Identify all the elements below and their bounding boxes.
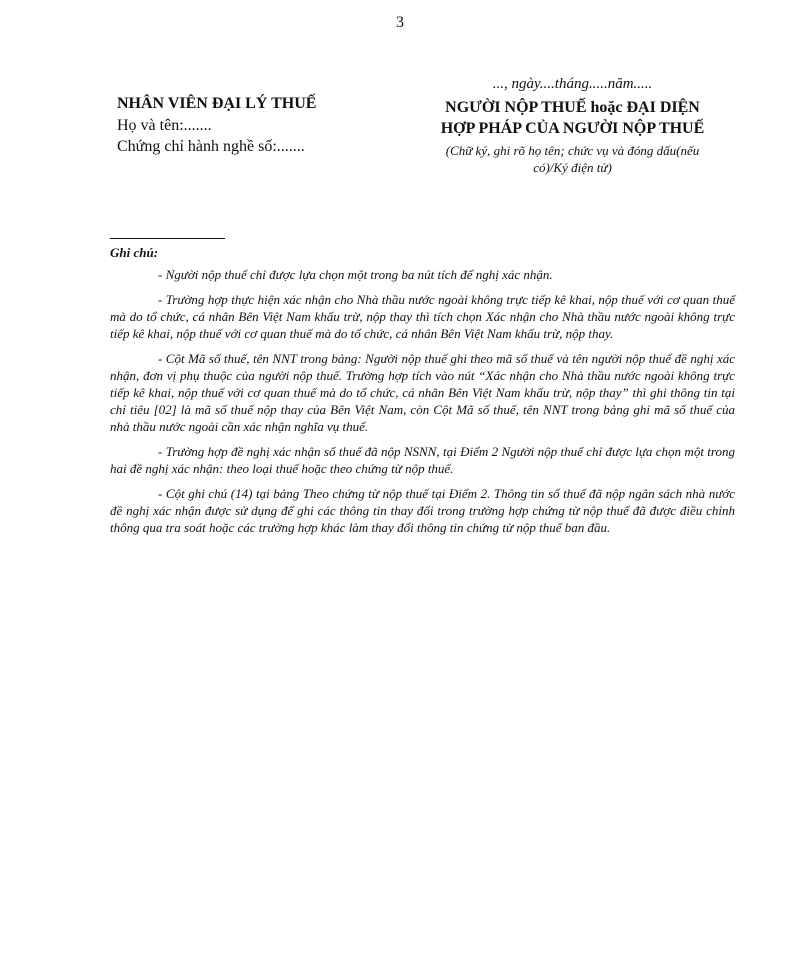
- notes-title: Ghi chú:: [110, 245, 159, 260]
- taxpayer-title-line-2: HỢP PHÁP CỦA NGƯỜI NỘP THUẾ: [440, 120, 705, 137]
- note-item: - Trường hợp đề nghị xác nhận số thuế đã nộp NSNN, tại Điểm 2 Người nộp thuế chỉ được lựa chọn một trong hai đề nghị xác nhận: theo loại thuế hoặc theo chứng từ nộp thuế.: [110, 444, 735, 476]
- tax-agent-name-line: Họ và tên:.......: [117, 117, 212, 134]
- note-item: - Cột Mã số thuế, tên NNT trong bảng: Người nộp thuế ghi theo mã số thuế và tên người nộp thuế đề nghị xác nhận, đơn vị phụ thuộc của người nộp thuế. Trường hợp tích vào nút “Xác nhận cho Nhà thầu nước ngoài không trực tiếp kê khai, nộp thuế với cơ quan thuế mà do tổ chức, cá nhân Bên Việt Nam khấu trừ, nộp thay” thì ghi thông tin tại chỉ tiêu [02] là mã số thuế nộp thay của Bên Việt Nam, còn Cột Mã số thuế, tên NNT trong bảng ghi mã số thuế của nhà thầu nước ngoài cần xác nhận nghĩa vụ thuế.: [110, 351, 735, 434]
- note-item: - Trường hợp thực hiện xác nhận cho Nhà thầu nước ngoài không trực tiếp kê khai, nộp thuế với cơ quan thuế mà do tổ chức, cá nhân Bên Việt Nam khấu trừ, nộp thay thì tích chọn Xác nhận cho Nhà thầu nước ngoài không trực tiếp kê khai, nộp thuế với cơ quan thuế mà do tổ chức, cá nhân Bên Việt Nam khấu trừ, nộp thay.: [110, 292, 735, 341]
- taxpayer-title-line-1: NGƯỜI NỘP THUẾ hoặc ĐẠI DIỆN: [445, 99, 700, 116]
- tax-agent-signature-block: [117, 95, 377, 157]
- tax-agent-certificate-line: Chứng chỉ hành nghề số:.......: [117, 138, 305, 155]
- note-item: - Người nộp thuế chỉ được lựa chọn một trong ba nút tích để nghị xác nhận.: [158, 267, 553, 282]
- notes-divider: [110, 238, 225, 239]
- notes-section: [110, 244, 735, 544]
- page-number: 3: [396, 14, 404, 31]
- date-line: ..., ngày....tháng.....năm.....: [492, 76, 653, 92]
- note-item: - Cột ghi chú (14) tại bảng Theo chứng từ nộp thuế tại Điểm 2. Thông tin số thuế đã nộp ngân sách nhà nước đề nghị xác nhận được sử dụng để ghi các thông tin thay đổi trong trường hợp chứng từ nộp thuế đã được điều chỉnh thông qua tra soát hoặc các trường hợp khác làm thay đổi thông tin chứng từ nộp thuế ban đầu.: [110, 486, 735, 535]
- tax-agent-title: NHÂN VIÊN ĐẠI LÝ THUẾ: [117, 95, 317, 112]
- taxpayer-signature-block: [400, 76, 745, 176]
- signature-instruction: (Chữ ký, ghi rõ họ tên; chức vụ và đóng dấu(nếu có)/Ký điện tử): [445, 143, 700, 175]
